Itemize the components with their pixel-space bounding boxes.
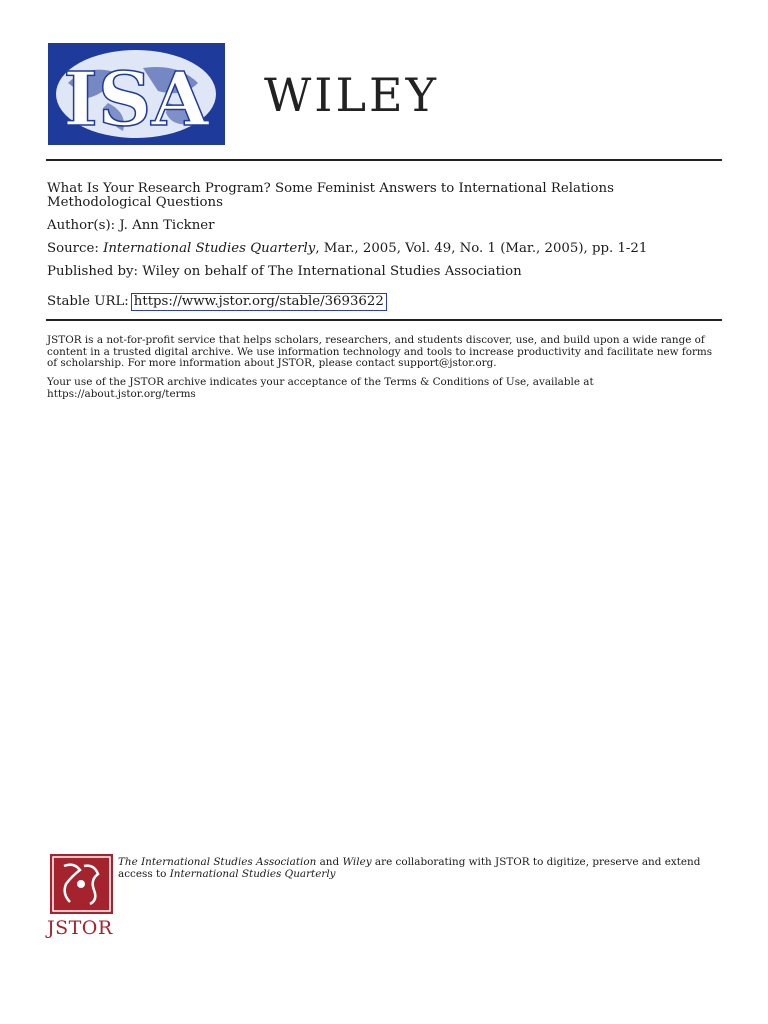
middle-divider xyxy=(46,319,722,321)
stable-url-line xyxy=(47,293,719,311)
author-label: Author(s): xyxy=(47,218,116,233)
isa-logo xyxy=(48,43,225,145)
stable-url-link[interactable]: https://www.jstor.org/stable/3693622 xyxy=(131,293,387,311)
source-label: Source: xyxy=(47,241,99,256)
journal-name: International Studies Quarterly xyxy=(103,241,316,256)
wiley-logo: WILEY xyxy=(264,68,439,122)
collab-association: The International Studies Association xyxy=(118,856,317,868)
collab-publisher: Wiley xyxy=(342,856,372,868)
collaboration-statement xyxy=(118,856,718,880)
source-line xyxy=(47,242,719,256)
collab-and: and xyxy=(316,856,343,868)
author-line xyxy=(47,219,719,233)
published-by-line: Published by: Wiley on behalf of The International Studies Association xyxy=(47,264,522,279)
source-detail: , Mar., 2005, Vol. 49, No. 1 (Mar., 2005), pp. 1-21 xyxy=(315,241,648,256)
jstor-wordmark: JSTOR xyxy=(47,917,113,939)
top-divider xyxy=(46,159,722,161)
article-title: What Is Your Research Program? Some Feminist Answers to International Relations Methodological Questions xyxy=(47,181,614,210)
stable-url-label: Stable URL: xyxy=(47,294,129,309)
globe-map-icon xyxy=(48,43,225,145)
author-name: J. Ann Tickner xyxy=(119,218,215,233)
jstor-about-notice: JSTOR is a not-for-profit service that helps scholars, researchers, and students discover, use, and build upon a wide range of content in a trusted digital archive. We use information technology and tools to increase productivity and facilitate new forms of scholarship. For more information about JSTOR, please contact support@jstor.org. xyxy=(47,334,713,369)
terms-notice: Your use of the JSTOR archive indicates your acceptance of the Terms & Conditions of Use, available at https://about.jstor.org/terms xyxy=(47,376,594,400)
isa-logo-lettering: ISA xyxy=(63,57,209,143)
jstor-emblem-icon xyxy=(50,854,113,914)
collab-text: are collaborating with JSTOR to digitize, preserve and extend access to xyxy=(118,856,701,880)
collab-journal: International Studies Quarterly xyxy=(169,868,336,880)
